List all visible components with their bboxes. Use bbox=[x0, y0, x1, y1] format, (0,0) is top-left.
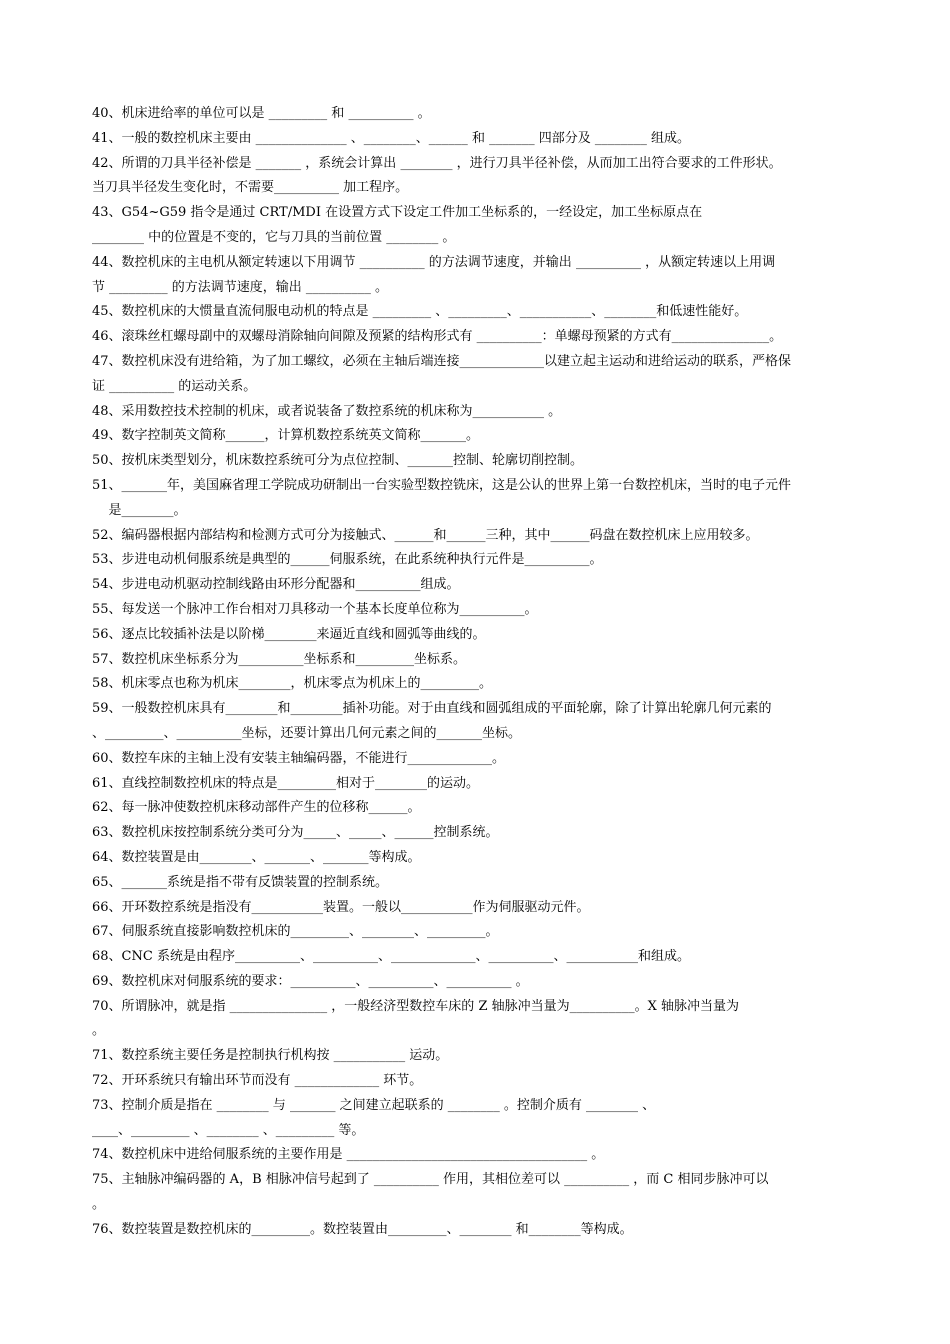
question-58: 58、机床零点也称为机床________，机床零点为机床上的_________。 bbox=[92, 676, 493, 692]
question-66: 66、开环数控系统是指没有___________装置。一般以___________作为伺服驱动元件。 bbox=[92, 899, 590, 915]
question-47: 47、数控机床没有进给箱，为了加工螺纹，必须在主轴后端连接_____________以建立起主运动和进给运动的联系，严格保 bbox=[92, 353, 792, 369]
question-73-cont: ____、_________ 、________ 、_________ 等。 bbox=[92, 1122, 365, 1138]
question-51: 51、_______年，美国麻省理工学院成功研制出一台实验型数控铣床，这是公认的世界上第一台数控机床，当时的电子元件 bbox=[92, 477, 792, 493]
question-70-cont: 。 bbox=[92, 1023, 106, 1039]
question-51-cont: 是________。 bbox=[92, 502, 187, 518]
question-48: 48、采用数控技术控制的机床，或者说装备了数控系统的机床称为___________ 。 bbox=[92, 403, 562, 419]
question-76: 76、数控装置是数控机床的_________。数控装置由_________、________ 和________等构成。 bbox=[92, 1221, 633, 1237]
question-63: 63、数控机床按控制系统分类可分为_____、_____、______控制系统。 bbox=[92, 825, 499, 841]
question-67: 67、伺服系统直接影响数控机床的_________、________、_________。 bbox=[92, 924, 499, 940]
question-69: 69、数控机床对伺服系统的要求：__________、__________、__________ 。 bbox=[92, 973, 529, 989]
question-45: 45、数控机床的大惯量直流伺服电动机的特点是 _________ 、_________、___________、________和低速性能好。 bbox=[92, 304, 748, 320]
question-65: 65、_______系统是指不带有反馈装置的控制系统。 bbox=[92, 874, 389, 890]
question-42-cont: 当刀具半径发生变化时，不需要__________ 加工程序。 bbox=[92, 180, 409, 196]
question-75: 75、主轴脉冲编码器的 A，B 相脉冲信号起到了 __________ 作用，其相位差可以 __________ ，而 C 相同步脉冲可以 bbox=[92, 1172, 769, 1188]
question-70: 70、所谓脉冲，就是指 _______________ ，一般经济型数控车床的 Z 轴脉冲当量为__________。X 轴脉冲当量为 bbox=[92, 998, 739, 1014]
question-49: 49、数字控制英文简称______，计算机数控系统英文简称_______。 bbox=[92, 428, 480, 444]
question-61: 61、直线控制数控机床的特点是_________相对于________的运动。 bbox=[92, 775, 480, 791]
question-54: 54、步进电动机驱动控制线路由环形分配器和__________组成。 bbox=[92, 577, 460, 593]
question-40: 40、机床进给率的单位可以是 _________ 和 __________ 。 bbox=[92, 106, 431, 121]
question-59: 59、一般数控机床具有________和________插补功能。对于由直线和圆弧组成的平面轮廓，除了计算出轮廓几何元素的 bbox=[92, 701, 772, 717]
question-73: 73、控制介质是指在 ________ 与 _______ 之间建立起联系的 ________ 。控制介质有 ________ 、 bbox=[92, 1097, 656, 1113]
question-57: 57、数控机床坐标系分为__________坐标系和_________坐标系。 bbox=[92, 651, 467, 667]
question-60: 60、数控车床的主轴上没有安装主轴编码器，不能进行_____________。 bbox=[92, 750, 506, 766]
question-72: 72、开环系统只有输出环节而没有 _____________ 环节。 bbox=[92, 1073, 423, 1089]
question-43-cont: ________ 中的位置是不变的，它与刀具的当前位置 ________ 。 bbox=[92, 229, 456, 245]
question-50: 50、按机床类型划分，机床数控系统可分为点位控制、_______控制、轮廓切削控制。 bbox=[92, 453, 584, 469]
question-52: 52、编码器根据内部结构和检测方式可分为接触式、______和______三种，其中______码盘在数控机床上应用较多。 bbox=[92, 527, 759, 543]
question-55: 55、每发送一个脉冲工作台相对刀具移动一个基本长度单位称为__________。 bbox=[92, 601, 538, 617]
question-44: 44、数控机床的主电机从额定转速以下用调节 __________ 的方法调节速度，并输出 __________ ，从额定转速以上用调 bbox=[92, 254, 776, 270]
question-page bbox=[92, 102, 862, 1243]
question-43: 43、G54~G59 指令是通过 CRT/MDI 在设置方式下设定工件加工坐标系的，一经设定，加工坐标原点在 bbox=[92, 205, 703, 221]
question-42: 42、所谓的刀具半径补偿是 _______ ，系统会计算出 ________ ，进行刀具半径补偿，从而加工出符合要求的工件形状。 bbox=[92, 155, 782, 171]
question-64: 64、数控装置是由________、_______、_______等构成。 bbox=[92, 849, 421, 865]
question-74: 74、数控机床中进给伺服系统的主要作用是 _____________________________________ 。 bbox=[92, 1147, 605, 1163]
question-46: 46、滚珠丝杠螺母副中的双螺母消除轴向间隙及预紧的结构形式有 __________：单螺母预紧的方式有_______________。 bbox=[92, 329, 783, 345]
question-56: 56、逐点比较插补法是以阶梯________来逼近直线和圆弧等曲线的。 bbox=[92, 626, 486, 642]
question-71: 71、数控系统主要任务是控制执行机构按 ___________ 运动。 bbox=[92, 1048, 449, 1064]
question-68: 68、CNC 系统是由程序__________、__________、_____________、__________、___________和组成。 bbox=[92, 949, 690, 965]
question-47-cont: 证 __________ 的运动关系。 bbox=[92, 378, 257, 394]
question-53: 53、步进电动机伺服系统是典型的______伺服系统，在此系统种执行元件是__________。 bbox=[92, 552, 603, 568]
question-62: 62、每一脉冲使数控机床移动部件产生的位移称______。 bbox=[92, 800, 421, 816]
question-44-cont: 节 _________ 的方法调节速度，输出 __________ 。 bbox=[92, 279, 389, 295]
question-59-cont: 、_________、__________坐标，还要计算出几何元素之间的_______坐标。 bbox=[92, 725, 522, 741]
question-75-cont: 。 bbox=[92, 1197, 106, 1213]
question-41: 41、一般的数控机床主要由 ______________ 、________、______ 和 _______ 四部分及 ________ 组成。 bbox=[92, 130, 690, 146]
